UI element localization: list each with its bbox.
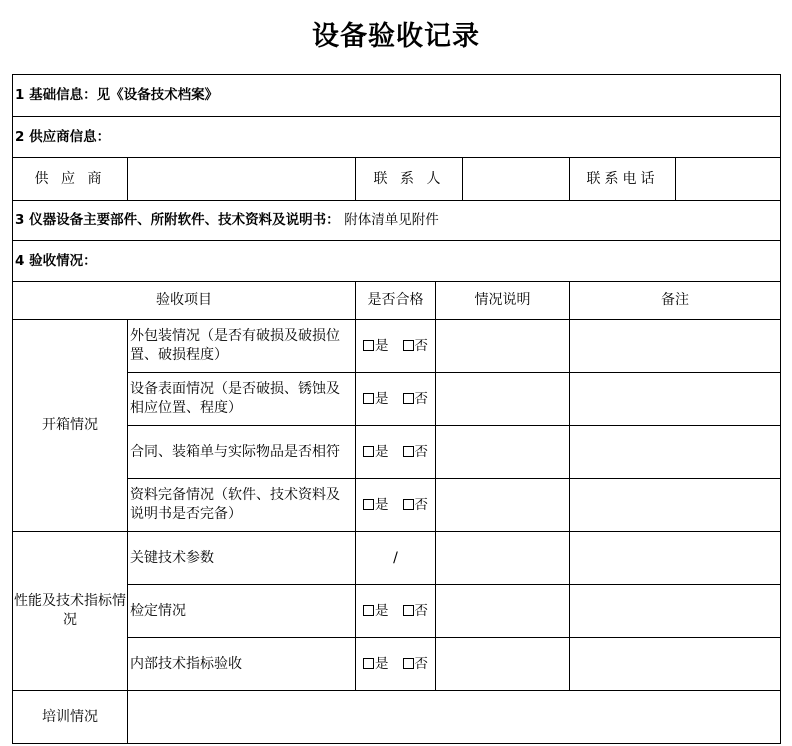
remark-cell[interactable] [570, 532, 781, 585]
item-surface: 设备表面情况（是否破损、锈蚀及相应位置、程度） [128, 373, 356, 426]
description-cell[interactable] [436, 585, 570, 638]
section-components-label: 3 仪器设备主要部件、所附软件、技术资料及说明书： [15, 212, 340, 228]
section-supplier-info: 2 供应商信息： [13, 117, 781, 158]
pass-choice[interactable] [356, 373, 436, 426]
remark-cell[interactable] [570, 479, 781, 532]
choice-yes-label: 是 [375, 602, 389, 619]
section-basic-info: 1 基础信息：见《设备技术档案》 [13, 75, 781, 117]
item-documents: 资料完备情况（软件、技术资料及说明书是否完备） [128, 479, 356, 532]
choice-no-label: 否 [414, 655, 428, 672]
choice-no-label: 否 [414, 602, 428, 619]
description-cell[interactable] [436, 638, 570, 691]
choice-yes-label: 是 [375, 496, 389, 513]
checkbox-no[interactable] [403, 658, 414, 669]
item-calibration: 检定情况 [128, 585, 356, 638]
remark-cell[interactable] [570, 373, 781, 426]
pass-choice[interactable] [356, 479, 436, 532]
header-pass: 是否合格 [356, 282, 436, 320]
choice-no-label: 否 [414, 337, 428, 354]
checkbox-no[interactable] [403, 499, 414, 510]
group-unboxing: 开箱情况 [13, 320, 128, 532]
choice-no-label: 否 [414, 496, 428, 513]
checkbox-yes[interactable] [363, 499, 374, 510]
remark-cell[interactable] [570, 638, 781, 691]
training-cell[interactable] [128, 691, 781, 744]
supplier-label: 供 应 商 [13, 158, 128, 201]
phone-label: 联系电话 [570, 158, 676, 201]
checkbox-yes[interactable] [363, 340, 374, 351]
section-components-value: 附体清单见附件 [344, 212, 439, 228]
pass-choice[interactable] [356, 320, 436, 373]
choice-no-label: 否 [414, 443, 428, 460]
description-cell[interactable] [436, 320, 570, 373]
contact-label: 联 系 人 [356, 158, 463, 201]
pass-choice[interactable] [356, 638, 436, 691]
description-cell[interactable] [436, 532, 570, 585]
item-internal: 内部技术指标验收 [128, 638, 356, 691]
pass-choice[interactable] [356, 426, 436, 479]
checkbox-yes[interactable] [363, 658, 374, 669]
choice-yes-label: 是 [375, 390, 389, 407]
contact-value-cell[interactable] [463, 158, 570, 201]
supplier-value-cell[interactable] [128, 158, 356, 201]
choice-yes-label: 是 [375, 655, 389, 672]
checkbox-yes[interactable] [363, 446, 374, 457]
header-item: 验收项目 [13, 282, 356, 320]
header-remark: 备注 [570, 282, 781, 320]
description-cell[interactable] [436, 373, 570, 426]
group-training: 培训情况 [13, 691, 128, 744]
checkbox-no[interactable] [403, 340, 414, 351]
acceptance-record-table [12, 74, 781, 744]
header-description: 情况说明 [436, 282, 570, 320]
checkbox-no[interactable] [403, 393, 414, 404]
remark-cell[interactable] [570, 426, 781, 479]
item-contract: 合同、装箱单与实际物品是否相符 [128, 426, 356, 479]
choice-yes-label: 是 [375, 443, 389, 460]
checkbox-no[interactable] [403, 446, 414, 457]
group-performance: 性能及技术指标情 况 [13, 532, 128, 691]
remark-cell[interactable] [570, 585, 781, 638]
item-packaging: 外包装情况（是否有破损及破损位置、破损程度） [128, 320, 356, 373]
key-params-pass: / [356, 532, 436, 585]
phone-value-cell[interactable] [676, 158, 781, 201]
remark-cell[interactable] [570, 320, 781, 373]
checkbox-yes[interactable] [363, 605, 374, 616]
pass-choice[interactable] [356, 585, 436, 638]
choice-yes-label: 是 [375, 337, 389, 354]
description-cell[interactable] [436, 479, 570, 532]
description-cell[interactable] [436, 426, 570, 479]
item-key-params: 关键技术参数 [128, 532, 356, 585]
page-title: 设备验收记录 [312, 21, 480, 52]
section-acceptance: 4 验收情况： [13, 241, 781, 282]
choice-no-label: 否 [414, 390, 428, 407]
checkbox-no[interactable] [403, 605, 414, 616]
checkbox-yes[interactable] [363, 393, 374, 404]
section-components [13, 201, 781, 241]
